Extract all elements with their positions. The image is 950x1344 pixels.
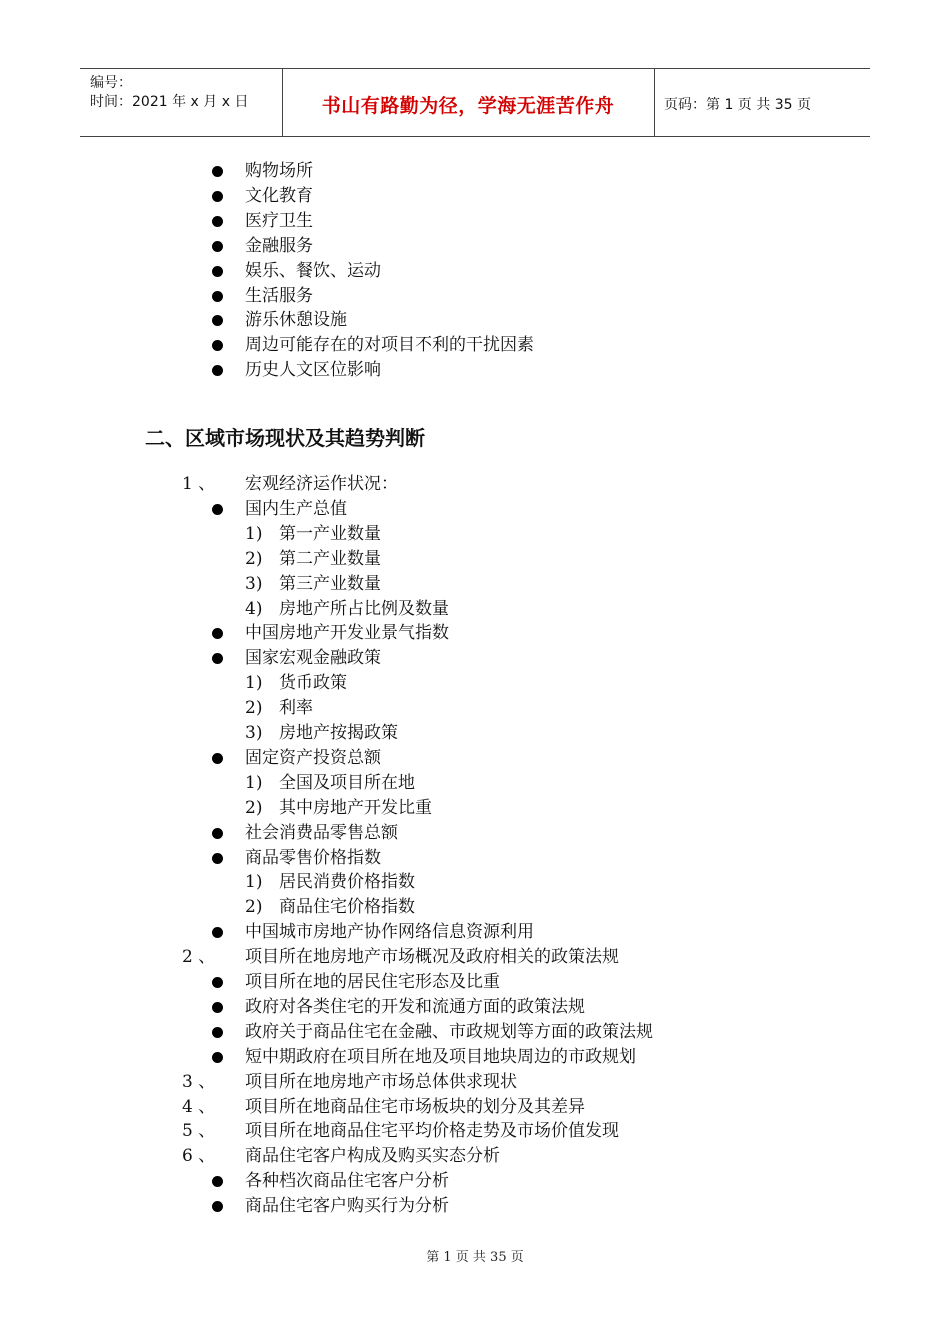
- bullet-icon: [212, 828, 223, 839]
- sub-item: 其中房地产开发比重: [279, 797, 432, 818]
- bullet-item: 政府对各类住宅的开发和流通方面的政策法规: [245, 996, 585, 1017]
- sub-item-number: 2): [245, 797, 263, 818]
- list-item: 医疗卫生: [245, 210, 313, 231]
- bullet-item: 商品住宅客户购买行为分析: [245, 1196, 449, 1217]
- bullet-item: 社会消费品零售总额: [245, 822, 398, 843]
- sub-item-number: 1): [245, 673, 263, 694]
- list-item: 娱乐、餐饮、运动: [245, 260, 381, 281]
- bullet-icon: [212, 166, 223, 177]
- bullet-icon: [212, 853, 223, 864]
- bullet-icon: [212, 927, 223, 938]
- sub-item: 商品住宅价格指数: [279, 897, 415, 918]
- list-item: 历史人文区位影响: [245, 360, 381, 381]
- bullet-icon: [212, 753, 223, 764]
- numbered-item-number: 4 、: [182, 1096, 216, 1117]
- bullet-item: 项目所在地的居民住宅形态及比重: [245, 972, 500, 992]
- numbered-item-number: 6 、: [182, 1146, 216, 1167]
- numbered-item-number: 1 、: [182, 474, 216, 494]
- sub-item: 居民消费价格指数: [279, 872, 415, 893]
- bullet-icon: [212, 653, 223, 664]
- sub-item: 利率: [279, 698, 313, 719]
- sub-item-number: 4): [245, 598, 263, 619]
- document-date: 时间：2021 年 x 月 x 日: [90, 94, 249, 110]
- bullet-icon: [212, 1176, 223, 1187]
- list-item: 金融服务: [245, 235, 313, 256]
- bullet-icon: [212, 266, 223, 277]
- bullet-icon: [212, 1052, 223, 1063]
- sub-item: 第三产业数量: [279, 573, 381, 594]
- bullet-item: 各种档次商品住宅客户分析: [245, 1171, 449, 1192]
- sub-item: 房地产所占比例及数量: [279, 598, 449, 619]
- page-header: [80, 68, 870, 137]
- document-number-label: 编号：: [90, 75, 132, 91]
- bullet-item: 短中期政府在项目所在地及项目地块周边的市政规划: [245, 1046, 636, 1067]
- bullet-item: 商品零售价格指数: [245, 847, 381, 868]
- bullet-item: 中国房地产开发业景气指数: [245, 623, 449, 644]
- bullet-item: 国内生产总值: [245, 498, 347, 519]
- list-item: 购物场所: [245, 161, 313, 181]
- bullet-icon: [212, 365, 223, 376]
- bullet-item: 政府关于商品住宅在金融、市政规划等方面的政策法规: [245, 1021, 653, 1042]
- sub-item-number: 1): [245, 772, 263, 793]
- list-item: 游乐休憩设施: [245, 310, 347, 331]
- numbered-item: 项目所在地商品住宅市场板块的划分及其差异: [245, 1096, 585, 1117]
- bullet-icon: [212, 1201, 223, 1212]
- numbered-item: 项目所在地房地产市场概况及政府相关的政策法规: [245, 947, 619, 968]
- numbered-item-number: 2 、: [182, 947, 216, 968]
- numbered-item: 项目所在地商品住宅平均价格走势及市场价值发现: [245, 1121, 619, 1142]
- bullet-item: 中国城市房地产协作网络信息资源利用: [245, 922, 534, 943]
- bullet-icon: [212, 216, 223, 227]
- section-title: 二、区域市场现状及其趋势判断: [145, 426, 425, 450]
- bullet-item: 固定资产投资总额: [245, 747, 381, 768]
- sub-item: 第一产业数量: [279, 523, 381, 544]
- bullet-icon: [212, 1027, 223, 1038]
- sub-item-number: 1): [245, 872, 263, 893]
- sub-item: 货币政策: [279, 673, 347, 694]
- header-page-cell: [654, 69, 870, 136]
- numbered-item: 宏观经济运作状况：: [245, 474, 398, 494]
- bullet-icon: [212, 628, 223, 639]
- sub-item-number: 2): [245, 548, 263, 569]
- page-footer: 第 1 页 共 35 页: [426, 1250, 524, 1265]
- list-item: 文化教育: [245, 185, 313, 206]
- numbered-item-number: 5 、: [182, 1121, 216, 1142]
- header-motto: 书山有路勤为径，学海无涯苦作舟: [321, 95, 615, 117]
- bullet-icon: [212, 977, 223, 988]
- header-left-cell: [80, 69, 283, 136]
- header-motto-cell: [282, 69, 655, 136]
- sub-item: 全国及项目所在地: [279, 772, 415, 793]
- numbered-item-number: 3 、: [182, 1071, 216, 1092]
- bullet-icon: [212, 241, 223, 252]
- bullet-item: 国家宏观金融政策: [245, 648, 381, 669]
- sub-item-number: 1): [245, 523, 263, 544]
- bullet-icon: [212, 1002, 223, 1013]
- list-item: 周边可能存在的对项目不利的干扰因素: [245, 335, 534, 356]
- bullet-icon: [212, 340, 223, 351]
- numbered-item: 商品住宅客户构成及购买实态分析: [245, 1146, 500, 1167]
- header-page-info: 页码：第 1 页 共 35 页: [664, 97, 811, 113]
- numbered-item: 项目所在地房地产市场总体供求现状: [245, 1071, 517, 1092]
- bullet-icon: [212, 291, 223, 302]
- sub-item: 房地产按揭政策: [279, 723, 398, 743]
- sub-item-number: 3): [245, 573, 263, 594]
- sub-item-number: 2): [245, 897, 263, 918]
- sub-item-number: 2): [245, 698, 263, 719]
- list-item: 生活服务: [245, 285, 313, 306]
- bullet-icon: [212, 191, 223, 202]
- sub-item-number: 3): [245, 723, 263, 743]
- bullet-icon: [212, 504, 223, 515]
- bullet-icon: [212, 315, 223, 326]
- sub-item: 第二产业数量: [279, 548, 381, 569]
